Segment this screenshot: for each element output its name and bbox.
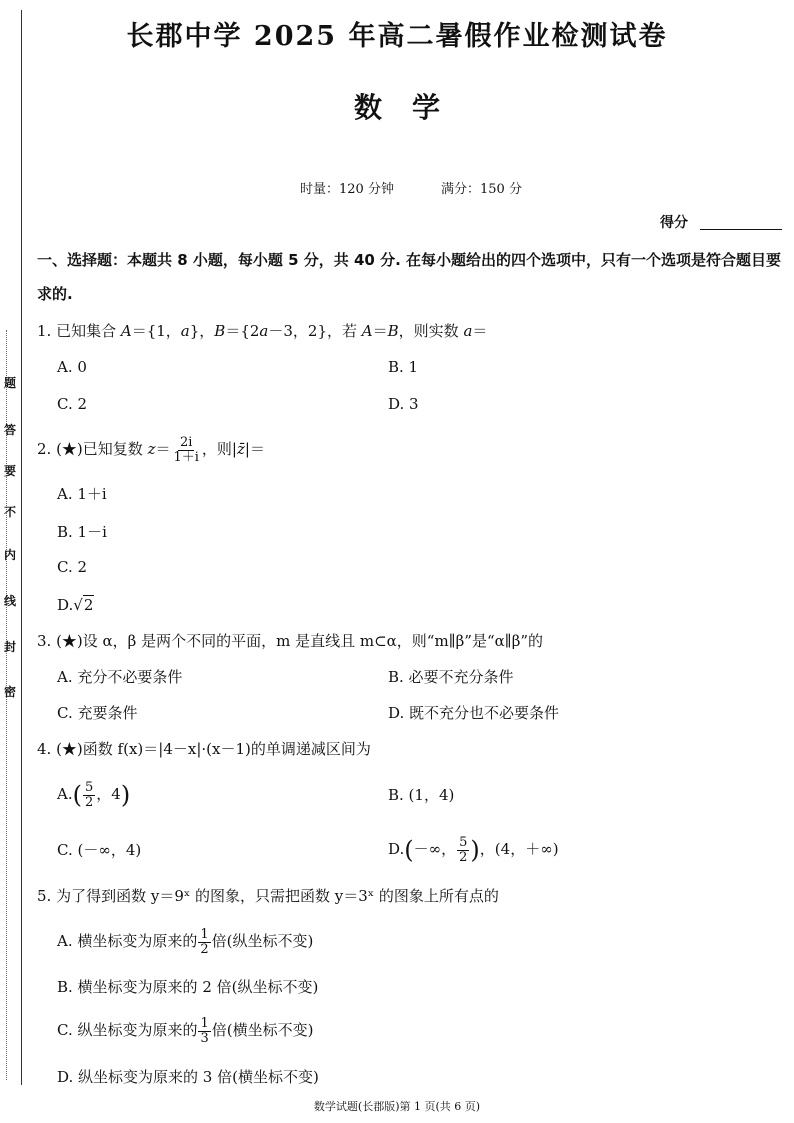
- subject-title: 数学: [353, 91, 470, 124]
- question-1-stem: 1. 已知集合 A＝{1，a}，B＝{2a－3，2}，若 A＝B，则实数 a＝: [37, 322, 488, 340]
- binding-line: [21, 10, 22, 1085]
- question-1-option-a: A. 0: [57, 358, 87, 376]
- question-2-option-d: D.√2: [57, 596, 94, 614]
- question-5-stem: 5. 为了得到函数 y＝9ˣ 的图象，只需把函数 y＝3ˣ 的图象上所有点的: [37, 887, 499, 905]
- question-5-option-c: C. 纵坐标变为原来的 $\frac{1}{3}$ 倍(横坐标不变): [57, 1015, 314, 1046]
- exam-title: 长郡中学 2025 年高二暑假作业检测试卷: [126, 21, 668, 52]
- question-4-option-a: A.( $\frac{5}{2}$ ，4): [57, 779, 131, 810]
- question-4-option-c: C. (－∞，4): [57, 841, 142, 859]
- question-1-option-d: D. 3: [388, 395, 419, 413]
- question-3-option-d: D. 既不充分也不必要条件: [388, 704, 560, 722]
- side-char: 密: [3, 685, 16, 699]
- question-2-option-c: C. 2: [57, 558, 88, 576]
- fraction: $\frac{5}{2}$: [84, 779, 94, 810]
- question-3-stem: 3. (★)设 α，β 是两个不同的平面，m 是直线且 m⊂α，则“m∥β”是“α∥β”的: [37, 632, 544, 650]
- score-blank-line: [700, 229, 782, 230]
- question-3-option-c: C. 充要条件: [57, 704, 138, 722]
- side-char: 线: [3, 594, 16, 608]
- side-char: 封: [3, 640, 16, 654]
- section-heading: 一、选择题：本题共 8 小题，每小题 5 分，共 40 分. 在每小题给出的四个选项中，只有一个选项是符合题目要求的.: [37, 251, 782, 303]
- question-2-stem: 2. (★)已知复数 z＝ $\frac{2i}{1+i}$ ，则|z̄|＝: [37, 434, 265, 465]
- fraction: $\frac{5}{2}$: [459, 834, 468, 865]
- question-2-option-a: A. 1＋i: [57, 485, 107, 503]
- question-3-option-b: B. 必要不充分条件: [388, 668, 514, 686]
- question-4-stem: 4. (★)函数 f(x)＝|4－x|·(x－1)的单调递减区间为: [37, 740, 371, 758]
- binding-dotted-line: [6, 330, 7, 1080]
- score-label: 得分: [660, 215, 688, 231]
- question-5-option-b: B. 横坐标变为原来的 2 倍(纵坐标不变): [57, 978, 319, 996]
- fraction: $\frac{2i}{1+i}$: [173, 434, 199, 465]
- question-1-option-c: C. 2: [57, 395, 88, 413]
- question-5-option-d: D. 纵坐标变为原来的 3 倍(横坐标不变): [57, 1068, 319, 1086]
- question-4-option-b: B. (1，4): [388, 786, 455, 804]
- side-char: 题: [3, 376, 16, 390]
- side-char: 内: [3, 548, 16, 562]
- question-4-option-d: D.(－∞， $\frac{5}{2}$ )，(4，＋∞): [388, 834, 559, 865]
- question-2-option-b: B. 1－i: [57, 523, 107, 541]
- side-char: 不: [3, 505, 16, 519]
- question-5-option-a: A. 横坐标变为原来的 $\frac{1}{2}$ 倍(纵坐标不变): [57, 926, 314, 957]
- side-char: 答: [3, 423, 16, 437]
- question-1-option-b: B. 1: [388, 358, 419, 376]
- page-footer: 数学试题(长郡版)第 1 页(共 6 页): [313, 1100, 481, 1113]
- full-score: 满分：150 分: [441, 182, 522, 197]
- side-char: 要: [3, 464, 16, 478]
- time-limit: 时量：120 分钟: [300, 182, 394, 197]
- fraction: $\frac{1}{3}$: [200, 1015, 209, 1046]
- question-3-option-a: A. 充分不必要条件: [57, 668, 183, 686]
- fraction: $\frac{1}{2}$: [200, 926, 209, 957]
